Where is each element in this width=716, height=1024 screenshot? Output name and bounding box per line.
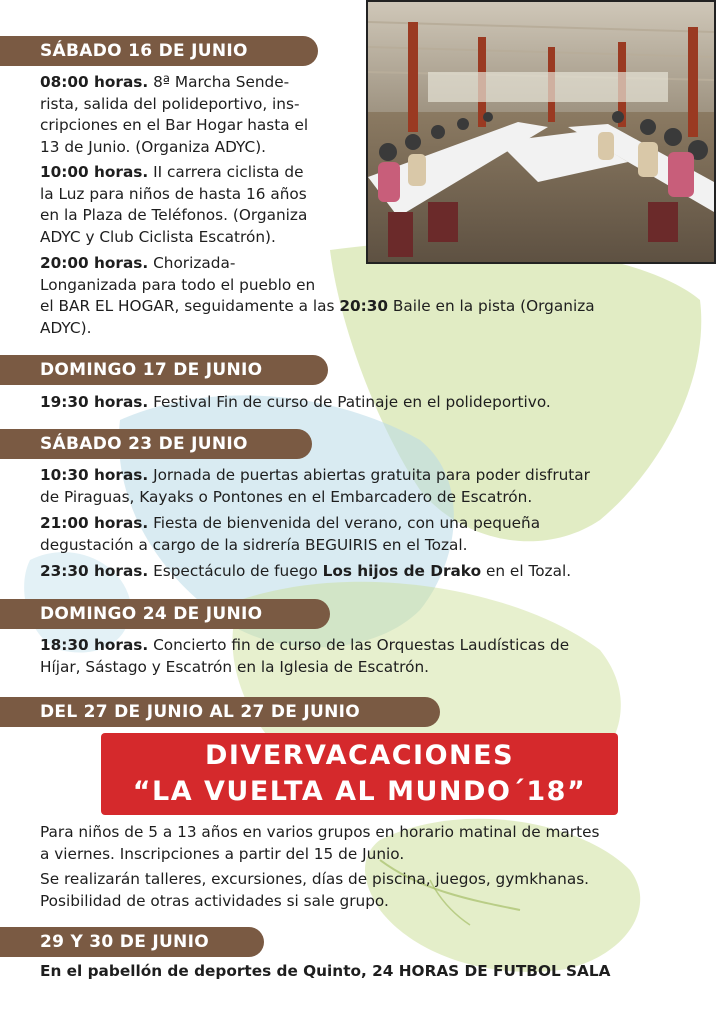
heading-text: DOMINGO 17 DE JUNIO bbox=[40, 360, 263, 380]
event-sat23-jornada: 10:30 horas. Jornada de puertas abiertas gratuita para poder disfrutar de Piraguas, Kayaks o Pontones en el Embarcadero de Escatrón. bbox=[40, 466, 590, 506]
heading-sun-17 bbox=[0, 355, 328, 385]
highlight-line-2: “LA VUELTA AL MUNDO´18” bbox=[132, 776, 587, 807]
heading-29-30 bbox=[0, 927, 264, 957]
heading-date-range bbox=[0, 697, 440, 727]
event-sun24-concierto: 18:30 horas. Concierto fin de curso de las Orquestas Laudísticas de Híjar, Sástago y Escatrón en la Iglesia de Escatrón. bbox=[40, 636, 570, 676]
heading-sat-23 bbox=[0, 429, 312, 459]
heading-sat-16 bbox=[0, 36, 318, 66]
event-futbol-sala: En el pabellón de deportes de Quinto, 24 HORAS DE FUTBOL SALA bbox=[40, 962, 611, 980]
heading-text: SÁBADO 16 DE JUNIO bbox=[40, 41, 248, 61]
dining-hall-image bbox=[368, 2, 714, 262]
divervacaciones-activities: Se realizarán talleres, excursiones, días de piscina, juegos, gymkhanas. Posibilidad de otras actividades si sale grupo. bbox=[40, 870, 590, 910]
divervacaciones-highlight bbox=[101, 733, 618, 815]
event-sun17-patinaje: 19:30 horas. Festival Fin de curso de Patinaje en el polideportivo. bbox=[40, 393, 551, 411]
event-sat16-marcha: 08:00 horas. 8ª Marcha Sende- rista, salida del polideportivo, ins- cripciones en el Bar Hogar hasta el 13 de Junio. (Organiza ADYC). bbox=[40, 73, 309, 156]
event-photo bbox=[366, 0, 716, 264]
heading-text: 29 Y 30 DE JUNIO bbox=[40, 932, 209, 952]
event-sat23-fiesta: 21:00 horas. Fiesta de bienvenida del verano, con una pequeña degustación a cargo de la sidrería BEGUIRIS en el Tozal. bbox=[40, 514, 541, 554]
heading-text: DOMINGO 24 DE JUNIO bbox=[40, 604, 263, 624]
event-sat23-fuego: 23:30 horas. Espectáculo de fuego Los hijos de Drako en el Tozal. bbox=[40, 562, 572, 580]
heading-text: DEL 27 DE JUNIO AL 27 DE JUNIO bbox=[40, 702, 361, 722]
heading-text: SÁBADO 23 DE JUNIO bbox=[40, 434, 248, 454]
event-sat16-carrera: 10:00 horas. II carrera ciclista de la Luz para niños de hasta 16 años en la Plaza de Teléfonos. (Organiza ADYC y Club Ciclista Escatrón). bbox=[40, 163, 308, 246]
highlight-line-1: DIVERVACACIONES bbox=[204, 740, 515, 771]
event-sat16-chorizada: 20:00 horas. Chorizada- Longanizada para todo el pueblo en el BAR EL HOGAR, seguidamente a las 20:30 Baile en la pista (Organiza ADYC). bbox=[40, 254, 595, 337]
heading-sun-24 bbox=[0, 599, 330, 629]
divervacaciones-info: Para niños de 5 a 13 años en varios grupos en horario matinal de martes a viernes. Inscripciones a partir del 15 de Junio. bbox=[40, 823, 600, 863]
